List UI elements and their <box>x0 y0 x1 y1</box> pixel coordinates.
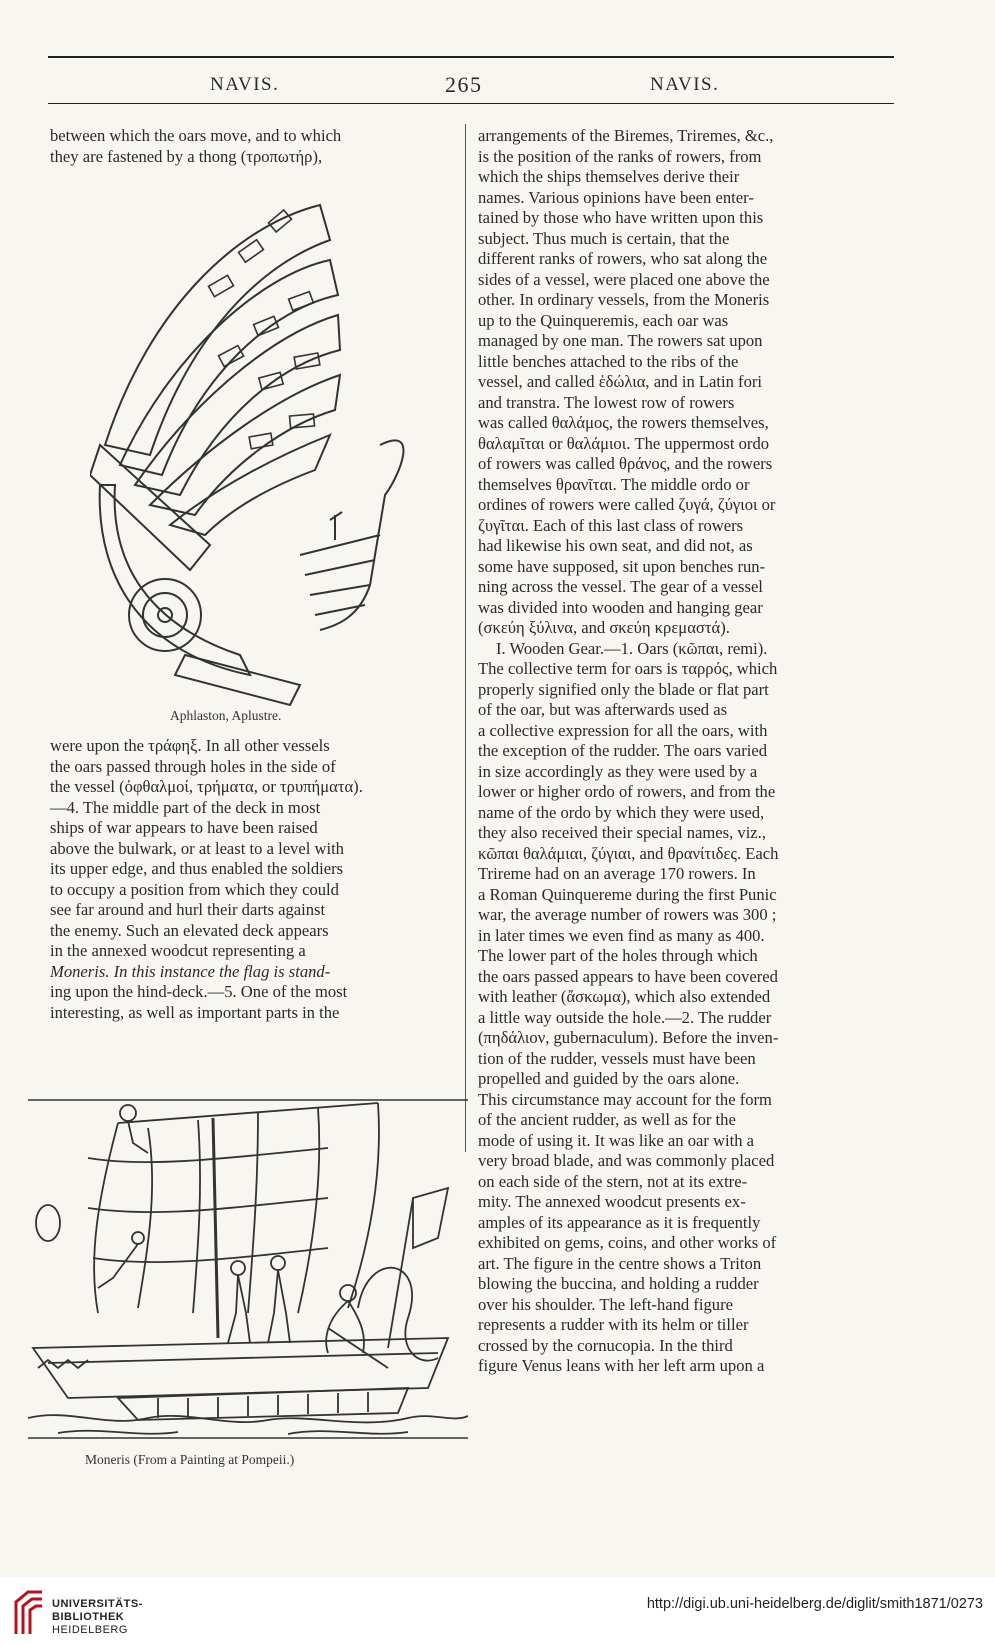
text-line: over his shoulder. The left-hand figure <box>478 1294 733 1314</box>
text-line: a collective expression for all the oars, with <box>478 720 768 740</box>
text-line: in size accordingly as they were used by a <box>478 761 758 781</box>
text-line: ζυγῖται. Each of this last class of rowers <box>478 515 744 535</box>
page-number: 265 <box>445 72 483 97</box>
figure-caption-aplustre: Aphlaston, Aplustre. <box>170 708 282 723</box>
text-line: ning across the vessel. The gear of a vessel <box>478 577 763 596</box>
text-line: the exception of the rudder. The oars varied <box>478 741 768 760</box>
column-separator <box>465 124 466 1152</box>
text-line: the vessel (ὀφθαλμοί, τρήματα, or τρυπήματα). <box>50 777 363 796</box>
text-line: amples of its appearance as it is frequently <box>478 1212 761 1232</box>
text-line: crossed by the cornucopia. In the third <box>478 1335 733 1355</box>
text-line: κῶπαι θαλάμιαι, ζύγιαι, and θρανίτιδες. Each <box>478 843 779 863</box>
text-line: was called θαλάμος, the rowers themselves, <box>478 413 769 432</box>
figure-caption-moneris: Moneris (From a Painting at Pompeii.) <box>85 1452 295 1467</box>
text-line: above the bulwark, or at least to a level with <box>50 838 344 858</box>
text-line: The lower part of the holes through which <box>478 946 758 965</box>
text-line: represents a rudder with its helm or tiller <box>478 1315 749 1334</box>
text-line: θαλαμῖται or θαλάμιοι. The uppermost ordo <box>478 433 770 453</box>
text-line: vessel, and called ἑδώλια, and in Latin fori <box>478 372 763 391</box>
text-line: sides of a vessel, were placed one above the <box>478 269 770 289</box>
text-line: they also received their special names, viz., <box>478 823 766 842</box>
text-line: The collective term for oars is ταρρός, which <box>478 659 778 678</box>
text-line: —4. The middle part of the deck in most <box>50 797 321 817</box>
header-rule <box>48 56 894 58</box>
text-line: the oars passed through holes in the side of <box>50 756 336 776</box>
text-line: was divided into wooden and hanging gear <box>478 597 763 617</box>
text-line: were upon the τράφηξ. In all other vessels <box>50 736 330 755</box>
text-line: managed by one man. The rowers sat upon <box>478 331 763 350</box>
text-line: some have supposed, sit upon benches run- <box>478 556 766 576</box>
text-line: names. Various opinions have been enter- <box>478 187 754 207</box>
text-line: ing upon the hind-deck.—5. One of the most <box>50 982 348 1001</box>
text-line: other. In ordinary vessels, from the Moneris <box>478 290 770 309</box>
text-line: (σκεύη ξύλινα, and σκεύη κρεμαστά). <box>478 618 730 637</box>
text-line: a little way outside the hole.—2. The rudder <box>478 1007 772 1027</box>
text-line: and transtra. The lowest row of rowers <box>478 392 735 412</box>
text-line: exhibited on gems, coins, and other works of <box>478 1233 777 1252</box>
text-line: which the ships themselves derive their <box>478 167 740 186</box>
text-line: of rowers was called θράνος, and the rowers <box>478 454 773 473</box>
right-column <box>478 126 893 1377</box>
text-line: mity. The annexed woodcut presents ex- <box>478 1192 746 1211</box>
text-line: is the position of the ranks of rowers, from <box>478 146 762 166</box>
text-line: I. Wooden Gear.—1. Oars (κῶπαι, remi). <box>496 638 768 658</box>
text-line: up to the Quinqueremis, each oar was <box>478 310 729 330</box>
text-line: its upper edge, and thus enabled the soldiers <box>50 859 344 878</box>
text-line: with leather (ἄσκωμα), which also extended <box>478 987 771 1006</box>
text-line: properly signified only the blade or flat part <box>478 679 769 699</box>
text-line: lower or higher ordo of rowers, and from the <box>478 782 776 801</box>
text-line: war, the average number of rowers was 300 ; <box>478 905 777 924</box>
text-line: This circumstance may account for the form <box>478 1089 772 1109</box>
library-name-line: BIBLIOTHEK <box>52 1611 125 1623</box>
text-line: Moneris. In this instance the flag is stand- <box>50 961 331 981</box>
left-column-top <box>50 126 452 167</box>
left-column-middle <box>50 736 452 1023</box>
library-name-line: HEIDELBERG <box>52 1624 128 1636</box>
text-line: name of the ordo by which they were used, <box>478 802 765 822</box>
text-line: a Roman Quinquereme during the first Punic <box>478 884 777 904</box>
text-line: little benches attached to the ribs of the <box>478 351 739 371</box>
text-line: in the annexed woodcut representing a <box>50 941 306 960</box>
source-url-link[interactable]: http://digi.ub.uni-heidelberg.de/diglit/smith1871/0273 <box>646 1596 983 1612</box>
library-name-line: UNIVERSITÄTS- <box>52 1598 143 1610</box>
text-line: figure Venus leans with her left arm upon a <box>478 1356 765 1375</box>
text-line: the oars passed appears to have been covered <box>478 966 778 986</box>
text-line: they are fastened by a thong (τροπωτήρ), <box>50 146 323 166</box>
text-line: see far around and hurl their darts against <box>50 900 326 919</box>
text-line: blowing the buccina, and holding a rudder <box>478 1274 759 1293</box>
text-line: different ranks of rowers, who sat along the <box>478 249 768 268</box>
text-line: to occupy a position from which they could <box>50 879 339 899</box>
text-line: very broad blade, and was commonly placed <box>478 1151 775 1170</box>
text-line: interesting, as well as important parts in the <box>50 1002 340 1022</box>
text-line: Trireme had on an average 170 rowers. In <box>478 864 756 883</box>
text-line: on each side of the stern, not at its extre- <box>478 1171 748 1191</box>
moneris-ship-woodcut <box>28 1098 468 1443</box>
text-line: the enemy. Such an elevated deck appears <box>50 920 329 940</box>
text-line: (πηδάλιον, gubernaculum). Before the inven- <box>478 1028 779 1047</box>
text-line: of the ancient rudder, as well as for the <box>478 1110 736 1129</box>
running-head-right: NAVIS. <box>650 74 720 95</box>
text-line: of the oar, but was afterwards used as <box>478 700 728 719</box>
text-line: themselves θρανῖται. The middle ordo or <box>478 474 750 494</box>
text-line: mode of using it. It was like an oar with a <box>478 1130 755 1150</box>
text-line: arrangements of the Biremes, Triremes, &c., <box>478 126 774 145</box>
text-line: propelled and guided by the oars alone. <box>478 1069 740 1088</box>
text-line: art. The figure in the centre shows a Triton <box>478 1253 762 1273</box>
text-line: had likewise his own seat, and did not, as <box>478 536 753 555</box>
text-line: tion of the rudder, vessels must have been <box>478 1048 756 1068</box>
text-line: tained by those who have written upon this <box>478 208 764 227</box>
text-line: ships of war appears to have been raised <box>50 818 318 837</box>
aplustre-woodcut <box>90 185 430 715</box>
text-line: between which the oars move, and to which <box>50 126 342 145</box>
text-line: ordines of rowers were called ζυγά, ζύγιοι or <box>478 495 776 514</box>
header-underline <box>48 103 894 104</box>
library-logo-icon <box>12 1590 46 1636</box>
text-line: subject. Thus much is certain, that the <box>478 228 730 248</box>
running-head-left: NAVIS. <box>210 74 280 95</box>
text-line: in later times we even find as many as 400. <box>478 925 765 945</box>
